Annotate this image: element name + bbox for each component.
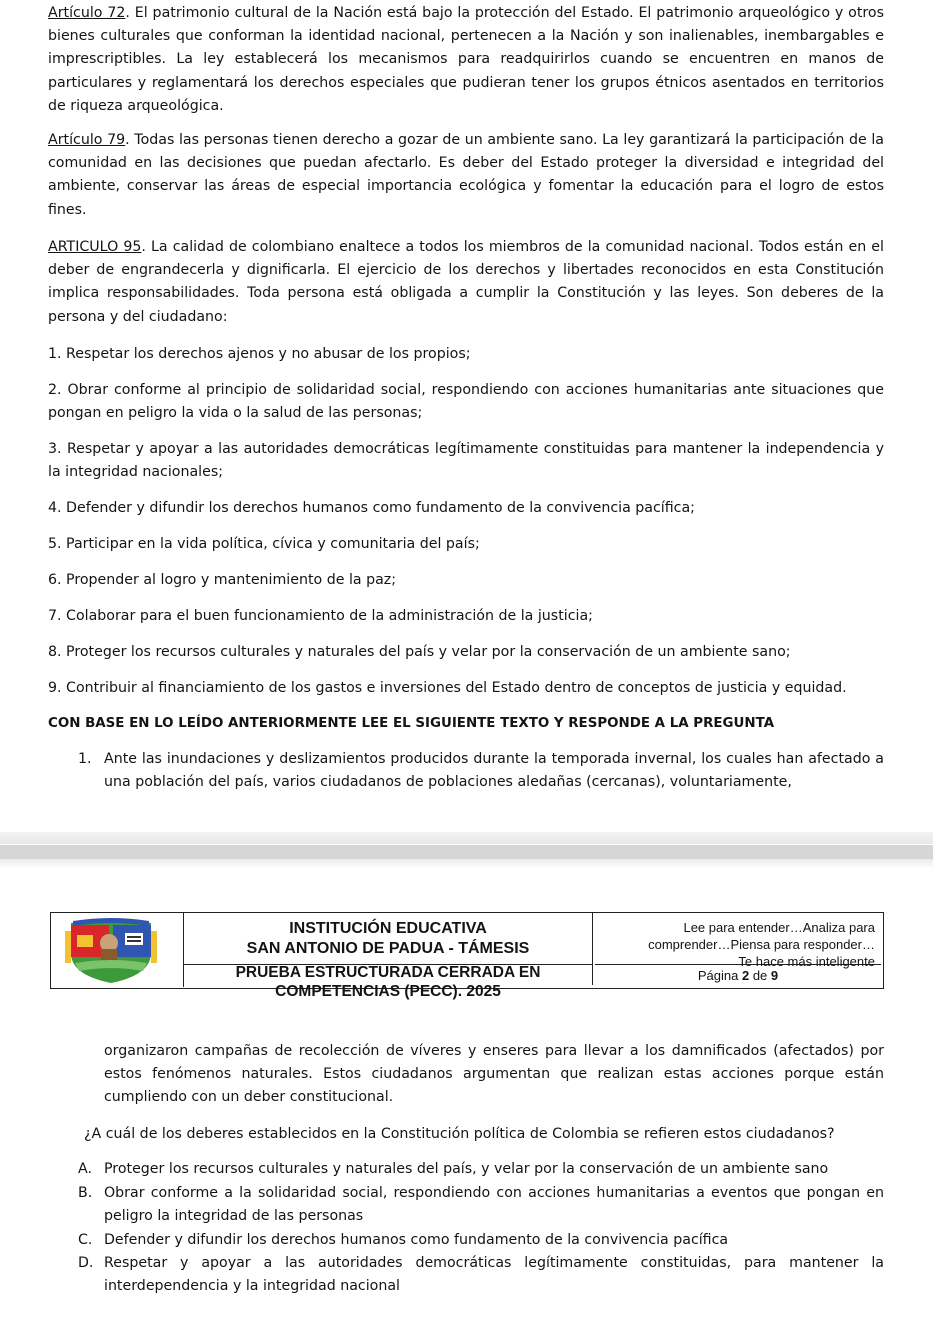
institution-line-1: INSTITUCIÓN EDUCATIVA	[289, 920, 487, 937]
option-letter: C.	[78, 1232, 93, 1248]
duty-item: 8. Proteger los recursos culturales y naturales del país y velar por la conservación de un ambiente sano;	[48, 644, 791, 660]
duty-item: 3. Respetar y apoyar a las autoridades democráticas legítimamente constituidas para mantener la independencia y la integridad nacionales;	[48, 441, 884, 481]
option-a	[78, 1158, 884, 1181]
test-line-2: COMPETENCIAS (PECC). 2025	[275, 983, 501, 1000]
institution-line-2: SAN ANTONIO DE PADUA - TÁMESIS	[246, 940, 530, 957]
duty-item: 7. Colaborar para el buen funcionamiento de la administración de la justicia;	[48, 608, 593, 624]
question-number: 1.	[78, 751, 92, 767]
duty-item: 6. Propender al logro y mantenimiento de la paz;	[48, 572, 397, 588]
option-letter: A.	[78, 1161, 92, 1177]
article-72	[48, 2, 884, 118]
institution-name	[184, 913, 593, 965]
article-text: . El patrimonio cultural de la Nación está bajo la protección del Estado. El patrimonio arqueológico y otros bienes culturales que conforman la identidad nacional, pertenecen a la Nación y son inalienables, inembargables e imprescriptibles. La ley establecerá los mecanismos para readquirirlos cuando se encuentren en manos de particulares y reglamentará los derechos especiales que pudieran tener los grupos étnicos asentados en territorios de riqueza arqueológica.	[48, 5, 884, 114]
page-middle: de	[749, 968, 771, 983]
page-current: 2	[741, 968, 750, 983]
question-prompt: ¿A cuál de los deberes establecidos en la Constitución política de Colombia se refieren estos ciudadanos?	[84, 1126, 835, 1142]
article-title: Artículo 72	[48, 5, 126, 21]
question-1-part1	[78, 748, 884, 794]
exam-header	[50, 912, 884, 1000]
test-name	[184, 963, 593, 1000]
page-separator-shadow	[0, 859, 933, 867]
page-separator-band	[0, 845, 933, 859]
page-prefix: Página	[697, 968, 742, 983]
option-d	[78, 1252, 884, 1298]
article-79	[48, 129, 884, 222]
option-text: Obrar conforme a la solidaridad social, respondiendo con acciones humanitarias a eventos que pongan en peligro la integridad de las personas	[104, 1185, 884, 1225]
instruction-heading: CON BASE EN LO LEÍDO ANTERIORMENTE LEE EL SIGUIENTE TEXTO Y RESPONDE A LA PREGUNTA	[48, 716, 775, 731]
motto-line-1: Lee para entender…Analiza para	[683, 920, 875, 935]
motto	[595, 913, 881, 969]
article-title: Artículo 79	[48, 132, 126, 148]
motto-line-2: comprender…Piensa para responder…	[648, 937, 875, 952]
school-logo	[51, 913, 184, 987]
page-total: 9	[770, 968, 779, 983]
option-c	[78, 1229, 884, 1252]
question-text-continued: organizaron campañas de recolección de víveres y enseres para llevar a los damnificados (afectados) por estos fenómenos naturales. Estos ciudadanos argumentan que realizan estas acciones porque están cumpliendo con un deber constitucional.	[104, 1043, 884, 1106]
page-separator	[0, 832, 933, 844]
option-letter: D.	[78, 1255, 94, 1271]
option-text: Respetar y apoyar a las autoridades democráticas legítimamente constituidas, para mantener la interdependencia y la integridad nacional	[104, 1255, 884, 1295]
option-b	[78, 1182, 884, 1228]
motto-line-3: Te hace más inteligente	[738, 954, 875, 969]
option-letter: B.	[78, 1185, 93, 1201]
option-text: Proteger los recursos culturales y naturales del país, y velar por la conservación de un ambiente sano	[104, 1161, 829, 1177]
duty-item: 4. Defender y difundir los derechos humanos como fundamento de la convivencia pacífica;	[48, 500, 695, 516]
question-text: Ante las inundaciones y deslizamientos producidos durante la temporada invernal, los cuales han afectado a una población del país, varios ciudadanos de poblaciones aledañas (cercanas), voluntariamente,	[104, 751, 884, 791]
duty-item: 5. Participar en la vida política, cívica y comunitaria del país;	[48, 536, 480, 552]
article-text: . Todas las personas tienen derecho a gozar de un ambiente sano. La ley garantizará la participación de la comunidad en las decisiones que puedan afectarlo. Es deber del Estado proteger la diversidad e integridad del ambiente, conservar las áreas de especial importancia ecológica y fomentar la educación para el logro de estos fines.	[48, 132, 884, 218]
article-title: ARTICULO 95	[48, 239, 142, 255]
duty-item: 9. Contribuir al financiamiento de los gastos e inversiones del Estado dentro de conceptos de justicia y equidad.	[48, 680, 847, 696]
school-shield-icon	[51, 913, 183, 987]
duty-item: 1. Respetar los derechos ajenos y no abusar de los propios;	[48, 346, 471, 362]
duty-item: 2. Obrar conforme al principio de solidaridad social, respondiendo con acciones humanitarias ante situaciones que pongan en peligro la vida o la salud de las personas;	[48, 382, 884, 422]
article-95	[48, 236, 884, 329]
test-line-1: PRUEBA ESTRUCTURADA CERRADA EN	[235, 964, 541, 981]
article-text: . La calidad de colombiano enaltece a todos los miembros de la comunidad nacional. Todos están en el deber de engrandecerla y dignificarla. El ejercicio de los derechos y libertades reconocidos en esta Constitución implica responsabilidades. Toda persona está obligada a cumplir la Constitución y las leyes. Son deberes de la persona y del ciudadano:	[48, 239, 884, 325]
page-indicator	[595, 965, 881, 987]
option-text: Defender y difundir los derechos humanos como fundamento de la convivencia pacífica	[104, 1232, 729, 1248]
